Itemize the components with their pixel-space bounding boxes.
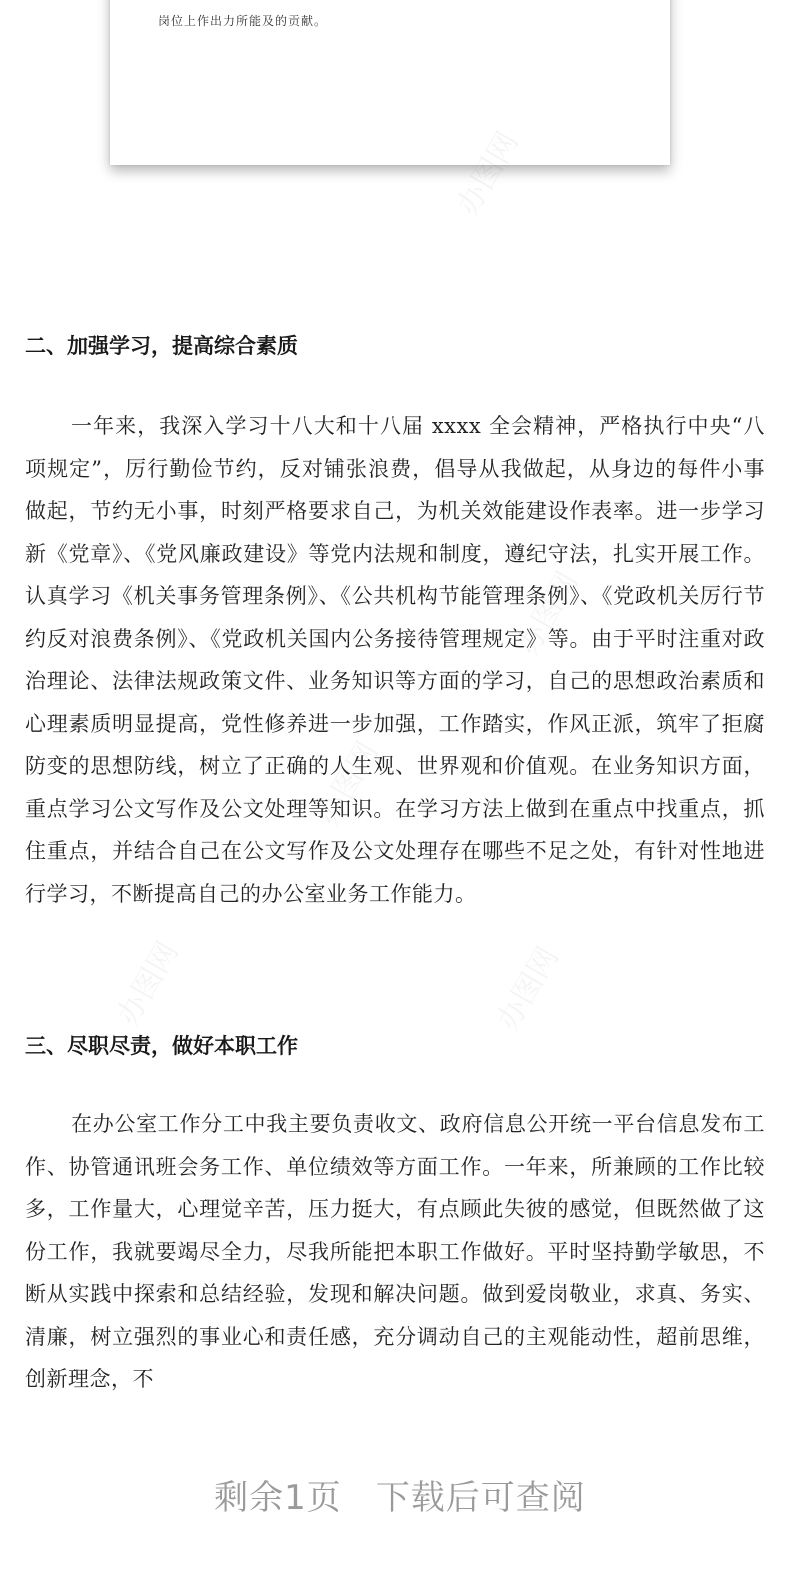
download-to-view-label: 下载后可查阅 <box>375 1478 586 1518</box>
section-heading-study <box>25 330 765 360</box>
watermark <box>483 937 566 1037</box>
remaining-pages-label: 剩余1页 <box>214 1478 342 1518</box>
previous-page-text: 岗位上作出力所能及的贡献。 <box>158 14 328 28</box>
section-paragraph: 一年来，我深入学习十八大和十八届 xxxx 全会精神，严格执行中央“八项规定”，厉行勤俭节约，反对铺张浪费，倡导从我做起，从身边的每件小事做起，节约无小事，时刻严格要求自己，为机关效能建设作表率。进一步学习新《党章》、《党风廉政建设》等党内法规和制度，遵纪守法，扎实开展工作。认真学习《机关事务管理条例》、《公共机构节能管理条例》、《党政机关厉行节约反对浪费条例》、《党政机关国内公务接待管理规定》等。由于平时注重对政治理论、法律法规政策文件、业务知识等方面的学习，自己的思想政治素质和心理素质明显提高，党性修养进一步加强，工作踏实，作风正派，筑牢了拒腐防变的思想防线，树立了正确的人生观、世界观和价值观。在业务知识方面，重点学习公文写作及公文处理等知识。在学习方法上做到在重点中找重点，抓住重点，并结合自己在公文写作及公文处理存在哪些不足之处，有针对性地进行学习，不断提高自己的办公室业务工作能力。 <box>25 414 765 906</box>
section-paragraph: 在办公室工作分工中我主要负责收文、政府信息公开统一平台信息发布工作、协管通讯班会务工作、单位绩效等方面工作。一年来，所兼顾的工作比较多，工作量大，心理觉辛苦，压力挺大，有点顾此失彼的感觉，但既然做了这份工作，我就要竭尽全力，尽我所能把本职工作做好。平时坚持勤学敏思，不断从实践中探索和总结经验，发现和解决问题。做到爱岗敬业，求真、务实、清廉，树立强烈的事业心和责任感，充分调动自己的主观能动性，超前思维，创新理念，不 <box>25 1112 765 1391</box>
previous-page-card <box>110 0 670 165</box>
watermark <box>103 932 186 1032</box>
section-title: 三、尽职尽责，做好本职工作 <box>25 1034 298 1058</box>
section-title: 二、加强学习，提高综合素质 <box>25 334 298 358</box>
section-heading-duty <box>25 1030 765 1060</box>
section-body-study <box>25 405 765 915</box>
section-body-duty <box>25 1103 765 1428</box>
download-prompt[interactable] <box>0 1470 800 1519</box>
